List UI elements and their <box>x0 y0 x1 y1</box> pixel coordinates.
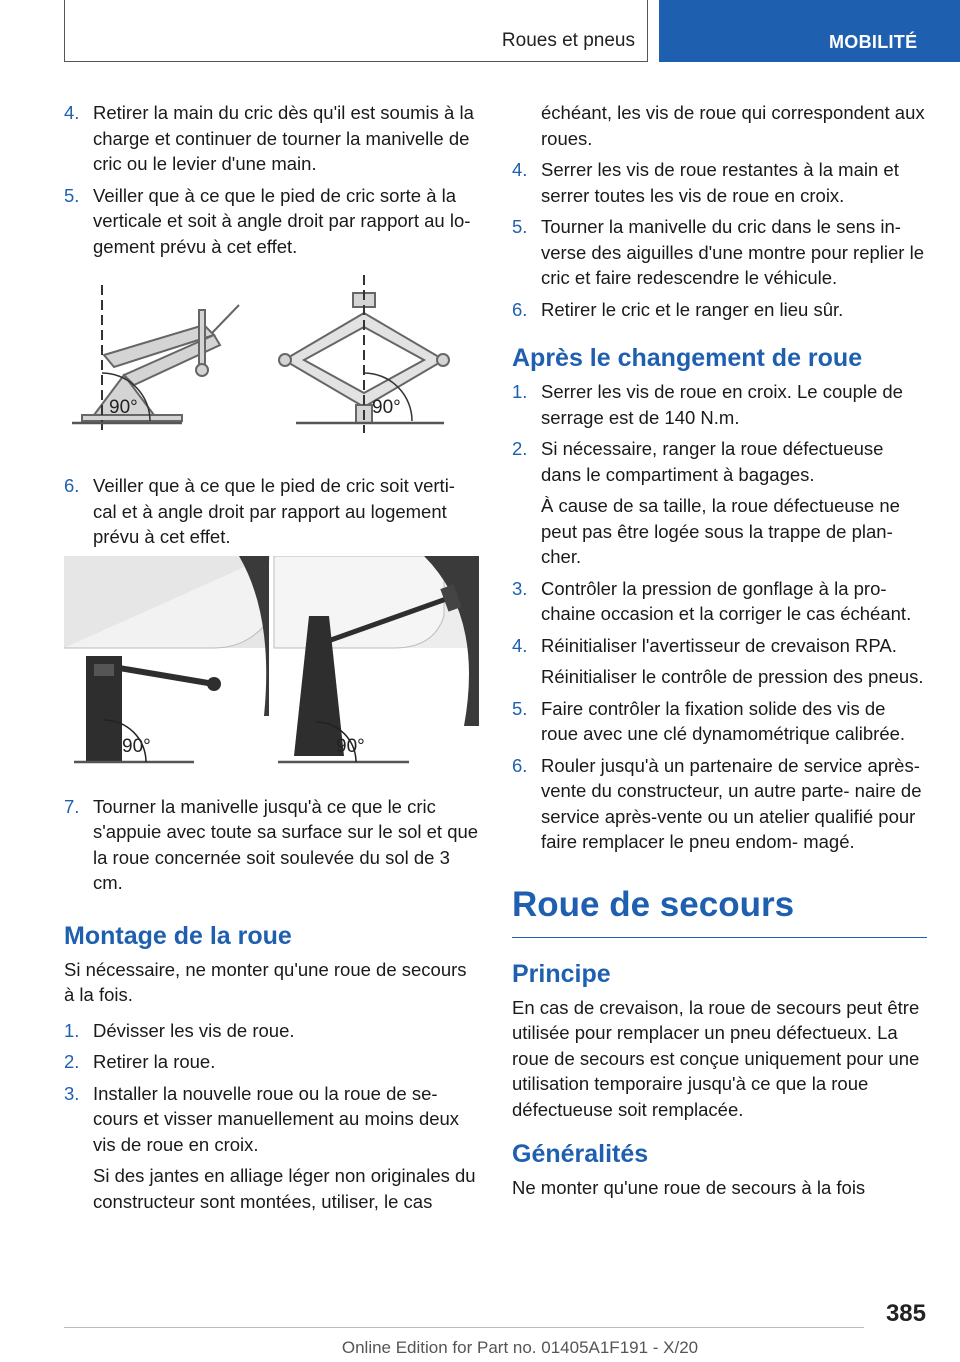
list-item <box>64 794 479 896</box>
list-item <box>64 1081 479 1158</box>
right-column <box>512 100 927 1211</box>
step-text: Serrer les vis de roue restantes à la main et serrer toutes les vis de roue en croix. <box>541 159 899 206</box>
step-number: 6. <box>512 754 528 776</box>
step-number: 2. <box>512 438 528 459</box>
step-text: Tourner la manivelle jusqu'à ce que le cric s'appuie avec toute sa surface sur le sol et que la roue concernée soit soulevée du sol de 3 cm. <box>93 795 479 893</box>
list-item <box>512 157 927 208</box>
step-text: Serrer les vis de roue en croix. Le couple de serrage est de 140 N.m. <box>541 381 903 428</box>
step-continuation: À cause de sa taille, la roue défectueuse ne peut pas être logée sous la trappe de plan- cher. <box>541 495 900 567</box>
step-continuation: échéant, les vis de roue qui correspondent aux roues. <box>541 102 925 149</box>
list-item <box>64 473 479 550</box>
step-text: Retirer la main du cric dès qu'il est soumis à la charge et continuer de tourner la manivelle de cric ou le levier d'une main. <box>93 102 474 174</box>
list-item <box>512 753 927 855</box>
step-number: 1. <box>64 1019 80 1041</box>
step-text: Rouler jusqu'à un partenaire de service après-vente du constructeur, un autre parte- naire de service après-vente ou un atelier qualifié pour faire remplacer le pneu endom- magé. <box>541 754 922 852</box>
list-item <box>512 436 927 487</box>
heading-montage: Montage de la roue <box>64 921 292 950</box>
list-item <box>512 696 927 747</box>
step-text: Contrôler la pression de gonflage à la pro- chaine occasion et la corriger le cas échéant. <box>541 577 912 624</box>
header-section-box <box>64 0 648 62</box>
step-number: 3. <box>64 1082 80 1104</box>
header-chapter-box <box>659 0 960 62</box>
list-item <box>512 297 927 323</box>
step-number: 6. <box>64 475 80 496</box>
heading-generalites: Généralités <box>512 1140 649 1168</box>
step-number: 2. <box>64 1051 80 1072</box>
step-number: 5. <box>512 697 528 719</box>
footer-edition <box>0 1338 960 1358</box>
step-text: Réinitialiser l'avertisseur de crevaison RPA. <box>541 634 897 656</box>
principe-text: En cas de crevaison, la roue de secours peut être utilisée pour remplacer un pneu défectueux. La roue de secours est conçue uniquement pour une utilisation temporaire jusqu'à ce que la roue défectueuse soit remplacée. <box>512 996 920 1120</box>
angle-label: 90° <box>372 397 401 418</box>
list-item <box>64 183 479 260</box>
list-item <box>512 214 927 291</box>
header-chapter-title: MOBILITÉ <box>829 32 918 52</box>
page-number: 385 <box>885 1300 926 1327</box>
montage-intro: Si nécessaire, ne monter qu'une roue de secours à la fois. <box>64 958 467 1005</box>
step-number: 3. <box>512 577 528 599</box>
step-continuation: Réinitialiser le contrôle de pression des pneus. <box>541 666 924 687</box>
step-text: Faire contrôler la fixation solide des vis de roue avec une clé dynamométrique calibrée. <box>541 697 906 744</box>
step-number: 4. <box>64 102 80 123</box>
step-continuation: Si des jantes en alliage léger non originales du constructeur sont montées, utiliser, le cas <box>93 1165 476 1212</box>
generalites-text: Ne monter qu'une roue de secours à la fois <box>512 1177 866 1198</box>
list-item <box>512 379 927 430</box>
step-text: Veiller que à ce que le pied de cric sorte à la verticale et soit à angle droit par rapport au lo- gement prévu à cet effet. <box>93 184 471 257</box>
step-number: 6. <box>512 298 528 320</box>
step-text: Retirer la roue. <box>93 1051 216 1072</box>
step-text: Tourner la manivelle du cric dans le sens in- verse des aiguilles d'une montre pour replier le cric et faire redescendre le véhicule. <box>541 216 924 288</box>
step-number: 4. <box>512 159 528 180</box>
list-item <box>64 1049 479 1075</box>
footer-edition-text: Online Edition for Part no. 01405A1F191 - X/20 <box>341 1338 699 1357</box>
heading-principe: Principe <box>512 959 611 988</box>
angle-label: 90° <box>336 735 365 757</box>
scissor-jack-illustration <box>64 265 464 455</box>
step-number: 1. <box>512 381 528 402</box>
list-item <box>64 1018 479 1044</box>
step-text: Dévisser les vis de roue. <box>93 1019 295 1041</box>
step-number: 7. <box>64 795 80 817</box>
step-number: 5. <box>512 216 528 237</box>
list-item <box>64 100 479 177</box>
heading-roue-de-secours: Roue de secours <box>512 885 927 938</box>
step-number: 4. <box>512 634 528 656</box>
step-number: 5. <box>64 184 80 206</box>
footer-divider <box>64 1327 864 1328</box>
heading-apres-changement: Après le changement de roue <box>512 344 863 372</box>
angle-label: 90° <box>122 735 151 757</box>
jack-figure-vehicle <box>64 556 479 776</box>
step-text: Si nécessaire, ranger la roue défectueuse dans le compartiment à bagages. <box>541 438 884 485</box>
step-text: Installer la nouvelle roue ou la roue de se- cours et visser manuellement au moins deux vis de roue en croix. <box>93 1082 460 1155</box>
header-section-title: Roues et pneus <box>501 30 635 51</box>
angle-label: 90° <box>109 397 138 418</box>
step-text: Retirer le cric et le ranger en lieu sûr. <box>541 298 844 320</box>
step-text: Veiller que à ce que le pied de cric soit verti- cal et à angle droit par rapport au logement prévu à cet effet. <box>93 475 455 547</box>
list-item <box>512 576 927 627</box>
list-item <box>512 633 927 659</box>
jack-figure-scissor <box>64 265 479 455</box>
left-column <box>64 100 479 1220</box>
jack-under-vehicle-photo <box>64 556 479 776</box>
